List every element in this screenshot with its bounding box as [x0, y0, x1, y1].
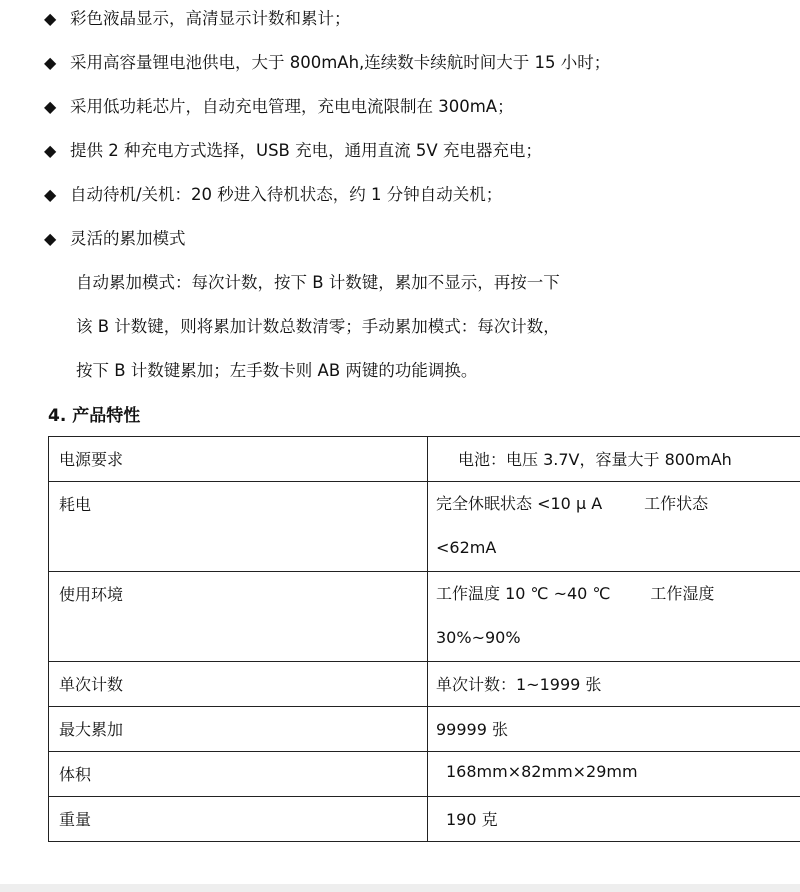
feature-text: 彩色液晶显示，高清显示计数和累计； — [70, 9, 351, 28]
feature-text: 提供 2 种充电方式选择，USB 充电，通用直流 5V 充电器充电； — [70, 141, 542, 160]
spec-value-cell — [428, 482, 800, 572]
spec-value: 单次计数：1~1999 张 — [428, 662, 800, 707]
page-bottom-edge — [0, 884, 800, 892]
mode-paragraph-line: 该 B 计数键，则将累加计数总数清零；手动累加模式：每次计数， — [76, 317, 560, 336]
table-row — [49, 797, 800, 842]
mode-paragraph-line: 按下 B 计数键累加；左手数卡则 AB 两键的功能调换。 — [76, 361, 478, 380]
spec-value: 完全休眠状态 <10 μ A — [436, 494, 603, 513]
feature-text: 灵活的累加模式 — [70, 229, 186, 248]
diamond-bullet-icon: ◆ — [44, 9, 57, 28]
table-row — [49, 482, 800, 572]
spec-value-line — [436, 582, 800, 606]
table-row — [49, 662, 800, 707]
table-row — [49, 572, 800, 662]
spec-key: 重量 — [49, 797, 428, 842]
feature-item — [44, 48, 610, 78]
spec-key: 使用环境 — [49, 572, 428, 662]
mode-paragraph-line: 自动累加模式：每次计数，按下 B 计数键，累加不显示，再按一下 — [76, 273, 560, 292]
spec-key: 电源要求 — [49, 437, 428, 482]
feature-text: 自动待机/关机：20 秒进入待机状态，约 1 分钟自动关机； — [70, 185, 503, 204]
spec-key: 最大累加 — [49, 707, 428, 752]
feature-item — [44, 136, 542, 166]
spec-value: 电池：电压 3.7V，容量大于 800mAh — [428, 437, 800, 482]
diamond-bullet-icon: ◆ — [44, 185, 57, 204]
feature-item — [44, 4, 351, 34]
feature-text: 采用低功耗芯片，自动充电管理，充电电流限制在 300mA； — [70, 97, 514, 116]
table-row — [49, 437, 800, 482]
section-title: 4. 产品特性 — [48, 406, 141, 426]
feature-item — [44, 180, 502, 210]
diamond-bullet-icon: ◆ — [44, 97, 57, 116]
spec-value-label: 工作状态 — [644, 494, 709, 513]
feature-item — [44, 224, 186, 254]
spec-value: 190 克 — [428, 797, 800, 842]
spec-value: 168mm×82mm×29mm — [428, 752, 800, 797]
spec-value-label: 工作湿度 — [650, 584, 715, 603]
table-row — [49, 707, 800, 752]
spec-value-line — [436, 492, 800, 516]
spec-value: <62mA — [436, 538, 497, 557]
feature-item — [44, 92, 514, 122]
spec-key: 体积 — [49, 752, 428, 797]
spec-table — [48, 436, 800, 842]
spec-value: 30%~90% — [436, 628, 521, 647]
spec-value-cell — [428, 572, 800, 662]
spec-key: 耗电 — [49, 482, 428, 572]
diamond-bullet-icon: ◆ — [44, 229, 57, 248]
feature-text: 采用高容量锂电池供电，大于 800mAh,连续数卡续航时间大于 15 小时； — [70, 53, 611, 72]
spec-value: 99999 张 — [428, 707, 800, 752]
diamond-bullet-icon: ◆ — [44, 53, 57, 72]
diamond-bullet-icon: ◆ — [44, 141, 57, 160]
spec-value: 工作温度 10 ℃ ~40 ℃ — [436, 584, 611, 603]
spec-key: 单次计数 — [49, 662, 428, 707]
table-row — [49, 752, 800, 797]
